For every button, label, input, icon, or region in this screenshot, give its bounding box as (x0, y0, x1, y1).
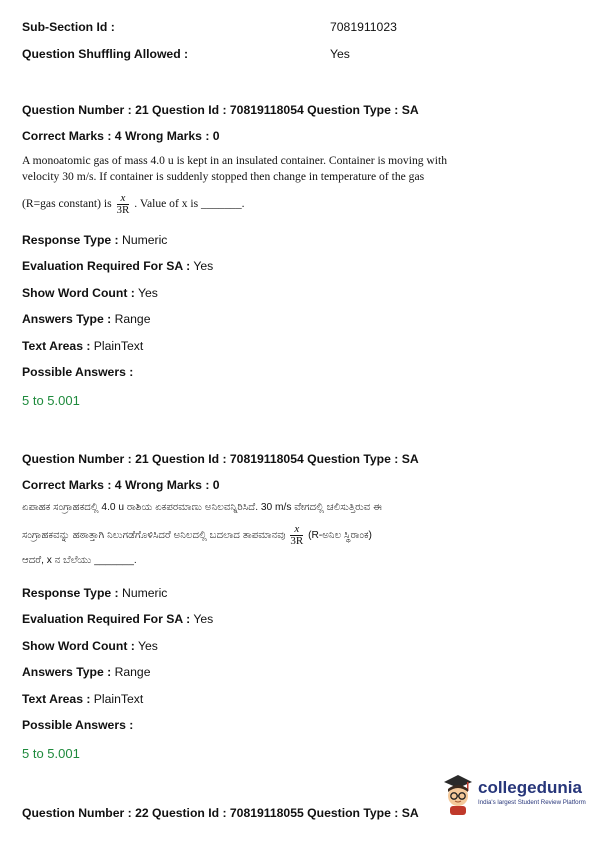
field-label: Show Word Count : (22, 286, 135, 300)
logo-tagline: India's largest Student Review Platform (478, 799, 586, 806)
field-value: Numeric (118, 233, 168, 247)
fraction-numerator: x (290, 524, 303, 536)
question-text-line: velocity 30 m/s. If container is suddenly stopped then change in temperature of the gas (22, 170, 425, 183)
question-title: Question Number : 22 Question Id : 70819118055 Question Type : SA (22, 806, 419, 820)
collegedunia-logo (440, 772, 590, 816)
possible-answer: 5 to 5.001 (22, 393, 80, 408)
subsection-value: 7081911023 (330, 20, 397, 34)
field-value: Yes (134, 639, 158, 653)
field-label: Evaluation Required For SA : (22, 612, 191, 626)
question-title: Question Number : 21 Question Id : 70819118054 Question Type : SA (22, 103, 419, 117)
question-text-segment: . Value of x is _______. (134, 197, 245, 211)
question-text-line: A monoatomic gas of mass 4.0 u is kept in an insulated container. Container is moving with (22, 154, 448, 167)
field-row (22, 259, 213, 273)
field-value: Numeric (118, 586, 168, 600)
field-value: Range (111, 665, 151, 679)
field-row (22, 586, 167, 600)
field-row (22, 692, 143, 706)
question-text (22, 500, 382, 568)
field-row (22, 286, 158, 300)
fraction-denominator: 3R (116, 204, 130, 216)
field-row (22, 612, 213, 626)
field-label: Text Areas : (22, 339, 91, 353)
field-label: Evaluation Required For SA : (22, 259, 191, 273)
field-row (22, 312, 151, 326)
field-row (22, 365, 133, 379)
question-text-line (22, 193, 447, 216)
field-value: Range (111, 312, 151, 326)
question-text-line: ಆದರೆ, x ನ ಬೆಲೆಯು _______. (22, 555, 137, 566)
question-text (22, 153, 447, 216)
field-row (22, 339, 143, 353)
possible-answer: 5 to 5.001 (22, 746, 80, 761)
field-row (22, 639, 158, 653)
fraction (117, 193, 130, 216)
subsection-label: Sub-Section Id : (22, 20, 115, 34)
field-value: Yes (190, 612, 214, 626)
field-row (22, 718, 133, 732)
field-label: Possible Answers : (22, 365, 134, 379)
field-value: PlainText (90, 692, 144, 706)
field-label: Text Areas : (22, 692, 91, 706)
question-marks: Correct Marks : 4 Wrong Marks : 0 (22, 129, 220, 143)
field-label: Answers Type : (22, 312, 112, 326)
field-value: Yes (190, 259, 214, 273)
field-label: Answers Type : (22, 665, 112, 679)
shuffle-value: Yes (330, 47, 350, 61)
question-text-segment: ಸಂಗ್ರಾಹಕವನ್ನು ಹಠಾತ್ತಾಗಿ ನಿಲುಗಡೆಗೊಳಿಸಿದರೆ ಅನಿಲದಲ್ಲಿ ಬದಲಾದ ತಾಪಮಾನವು (22, 530, 286, 542)
graduate-mascot-icon (440, 772, 476, 816)
field-label: Show Word Count : (22, 639, 135, 653)
question-text-segment: (R-ಅನಿಲ ಸ್ಥಿರಾಂಕ) (308, 530, 372, 542)
field-row (22, 665, 151, 679)
question-text-line (22, 524, 382, 547)
logo-wordmark: collegedunia (478, 778, 582, 797)
fraction (290, 524, 303, 547)
shuffle-label: Question Shuffling Allowed : (22, 47, 189, 61)
field-row (22, 233, 167, 247)
field-value: Yes (134, 286, 158, 300)
question-marks: Correct Marks : 4 Wrong Marks : 0 (22, 478, 220, 492)
field-label: Possible Answers : (22, 718, 134, 732)
field-value: PlainText (90, 339, 144, 353)
question-text-segment: (R=gas constant) is (22, 197, 112, 211)
field-label: Response Type : (22, 586, 119, 600)
fraction-numerator: x (117, 193, 130, 205)
question-title: Question Number : 21 Question Id : 70819118054 Question Type : SA (22, 452, 419, 466)
fraction-denominator: 3R (290, 535, 304, 547)
question-text-line: ಏಪಾಹಕ ಸಂಗ್ರಾಹಕದಲ್ಲಿ 4.0 u ರಾಶಿಯ ಏಕಪರಮಾಣು ಅನಿಲವನ್ನಿರಿಸಿದೆ. 30 m/s ವೇಗದಲ್ಲಿ ಚಲಿಸುತ್ತಿರುವ ಈ (22, 502, 382, 513)
field-label: Response Type : (22, 233, 119, 247)
